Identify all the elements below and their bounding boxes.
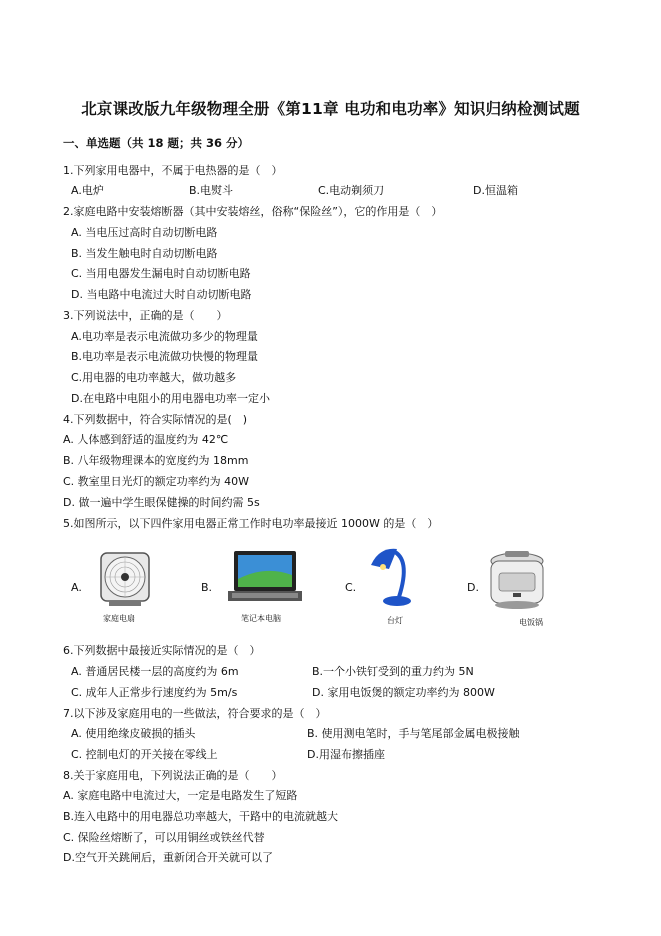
q1-option-b: B.电熨斗 bbox=[189, 184, 234, 197]
q6-option-c: C. 成年人正常步行速度约为 5m/s bbox=[71, 686, 238, 699]
q1-option-c: C.电动剃须刀 bbox=[318, 184, 385, 197]
question-7-stem: 7.以下涉及家庭用电的一些做法，符合要求的是（ ） bbox=[63, 707, 327, 720]
q3-option-a: A.电功率是表示电流做功多少的物理量 bbox=[71, 330, 258, 343]
q7-option-d: D.用湿布擦插座 bbox=[307, 748, 385, 761]
q5-figure-c bbox=[345, 545, 465, 635]
q6-option-a: A. 普通居民楼一层的高度约为 6m bbox=[71, 665, 239, 678]
question-5-stem: 5.如图所示，以下四件家用电器正常工作时电功率最接近 1000W 的是（ ） bbox=[63, 517, 439, 530]
question-4-stem: 4.下列数据中，符合实际情况的是( ) bbox=[63, 413, 248, 426]
q6-option-d: D. 家用电饭煲的额定功率约为 800W bbox=[312, 686, 495, 699]
q5-figure-b bbox=[201, 545, 341, 635]
section-heading: 一、单选题（共 18 题；共 36 分） bbox=[63, 136, 250, 150]
q4-option-c: C. 教室里日光灯的额定功率约为 40W bbox=[63, 475, 250, 488]
q5-figure-row bbox=[63, 545, 603, 635]
q6-option-b: B.一个小铁钉受到的重力约为 5N bbox=[312, 665, 474, 678]
q5-figure-d bbox=[467, 545, 603, 635]
q2-option-b: B. 当发生触电时自动切断电路 bbox=[71, 247, 218, 260]
q1-option-d: D.恒温箱 bbox=[473, 184, 518, 197]
q7-option-c: C. 控制电灯的开关接在零线上 bbox=[71, 748, 218, 761]
question-8-stem: 8.关于家庭用电，下列说法正确的是（ ） bbox=[63, 769, 283, 782]
q8-option-a: A. 家庭电路中电流过大，一定是电路发生了短路 bbox=[63, 789, 298, 802]
q2-option-d: D. 当电路中电流过大时自动切断电路 bbox=[71, 288, 252, 301]
q5-figure-a-caption: 家庭电扇 bbox=[103, 614, 135, 623]
laptop-icon bbox=[226, 549, 304, 609]
q5-figure-b-caption: 笔记本电脑 bbox=[241, 614, 281, 623]
q7-option-b: B. 使用测电笔时，手与笔尾部金属电极接触 bbox=[307, 727, 520, 740]
q4-option-a: A. 人体感到舒适的温度约为 42℃ bbox=[63, 433, 229, 446]
electric-fan-icon bbox=[95, 551, 155, 609]
q8-option-d: D.空气开关跳闸后，重新闭合开关就可以了 bbox=[63, 851, 273, 864]
q4-option-d: D. 做一遍中学生眼保健操的时间约需 5s bbox=[63, 496, 260, 509]
q2-option-c: C. 当用电器发生漏电时自动切断电路 bbox=[71, 267, 251, 280]
q3-option-c: C.用电器的电功率越大，做功越多 bbox=[71, 371, 237, 384]
q5-figure-d-caption: 电饭锅 bbox=[519, 618, 543, 627]
q5-figure-d-letter: D. bbox=[467, 581, 479, 594]
desk-lamp-icon bbox=[361, 543, 421, 609]
q7-option-a: A. 使用绝缘皮破损的插头 bbox=[71, 727, 196, 740]
question-2-stem: 2.家庭电路中安装熔断器（其中安装熔丝，俗称“保险丝”），它的作用是（ ） bbox=[63, 205, 443, 218]
q8-option-b: B.连入电路中的用电器总功率越大，干路中的电流就越大 bbox=[63, 810, 339, 823]
q5-figure-a-letter: A. bbox=[71, 581, 82, 594]
page-title: 北京课改版九年级物理全册《第11章 电功和电功率》知识归纳检测试题 bbox=[81, 100, 580, 118]
question-3-stem: 3.下列说法中，正确的是（ ） bbox=[63, 309, 228, 322]
q5-figure-c-caption: 台灯 bbox=[387, 616, 403, 625]
question-1-stem: 1.下列家用电器中，不属于电热器的是（ ） bbox=[63, 164, 283, 177]
question-6-stem: 6.下列数据中最接近实际情况的是（ ） bbox=[63, 644, 261, 657]
q5-figure-c-letter: C. bbox=[345, 581, 357, 594]
q8-option-c: C. 保险丝熔断了，可以用铜丝或铁丝代替 bbox=[63, 831, 265, 844]
q3-option-b: B.电功率是表示电流做功快慢的物理量 bbox=[71, 350, 259, 363]
q5-figure-a bbox=[63, 545, 183, 635]
q1-option-a: A.电炉 bbox=[71, 184, 104, 197]
q2-option-a: A. 当电压过高时自动切断电路 bbox=[71, 226, 218, 239]
q5-figure-b-letter: B. bbox=[201, 581, 213, 594]
q4-option-b: B. 八年级物理课本的宽度约为 18mm bbox=[63, 454, 249, 467]
rice-cooker-icon bbox=[485, 549, 549, 613]
q3-option-d: D.在电路中电阻小的用电器电功率一定小 bbox=[71, 392, 270, 405]
